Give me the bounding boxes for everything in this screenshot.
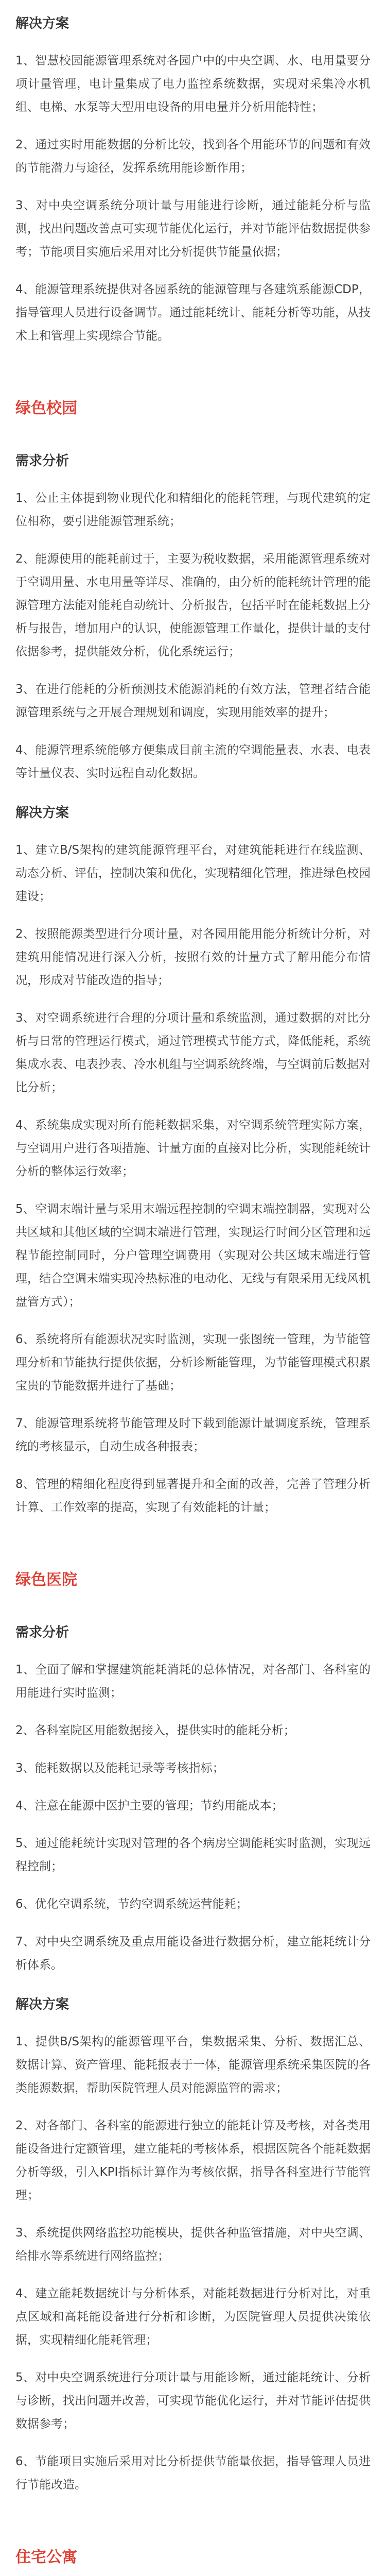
paragraph: 1、公止主体提到物业现代化和精细化的能耗管理，与现代建筑的定位相称，要引进能源管理系统； (15, 492, 371, 528)
block-heading: 解决方案 (15, 16, 69, 31)
paragraph: 3、能耗数据以及能耗记录等考核指标； (15, 1761, 224, 1775)
paragraph: 7、能源管理系统将节能管理及时下载到能源计量调度系统，管理系统的考核显示，自动生成各种报表； (15, 1417, 371, 1453)
section-spacer (15, 1534, 371, 1570)
paragraph: 1、全面了解和掌握建筑能耗消耗的总体情况，对各部门、各科室的用能进行实时监测； (15, 1663, 371, 1700)
paragraph: 5、通过能耗统计实现对管理的各个病房空调能耗实时监测，实现远程控制； (15, 1837, 371, 1873)
paragraph: 2、能源使用的能耗前过于，主要为税收数据，采用能源管理系统对于空调用量、水电用量等详尽、准确的，由分析的能耗统计管理的能源管理方法能对能耗自动统计、分析报告，包括平时在能耗数据上分析与报告，增加用户的认识，使能源管理工作量化，提供计量的支付依据参考，提供能效分析，优化系统运行； (15, 552, 371, 658)
paragraph: 7、对中央空调系统及重点用能设备进行数据分析，建立能耗统计分析体系。 (15, 1935, 371, 1972)
paragraph: 4、能源管理系统能够方便集成目前主流的空调能量表、水表、电表等计量仪表、实时远程自动化数据。 (15, 743, 371, 780)
paragraph: 3、系统提供网络监控功能模块，提供各种监管措施，对中央空调、给排水等系统进行网络监控； (15, 2226, 371, 2263)
block-heading: 需求分析 (15, 1625, 69, 1640)
content-section (15, 398, 371, 1519)
paragraph: 3、对中央空调系统分项计量与用能进行诊断，通过能耗分析与监测，找出问题改善点可实现节能优化运行，并对节能评估数据提供参考；节能项目实施后采用对比分析提供节能量依据； (15, 199, 371, 259)
paragraph: 6、优化空调系统，节约空调系统运营能耗； (15, 1897, 248, 1911)
paragraph: 1、建立B/S架构的建筑能源管理平台，对建筑能耗进行在线监测、动态分析、评估，控制决策和优化，实现精细化管理，推进绿色校园建设； (15, 843, 371, 903)
paragraph: 1、提供B/S架构的能源管理平台，集数据采集、分析、数据汇总、数据计算、资产管理、能耗报表于一体，能源管理系统采集医院的各类能源数据，帮助医院管理人员对能源监管的需求； (15, 2035, 371, 2095)
paragraph: 6、系统将所有能源状况实时监测，实现一张图统一管理，为节能管理分析和节能执行提供依据，分析诊断能管理，为节能管理模式积累宝贵的节能数据并进行了基础； (15, 1333, 371, 1393)
section-spacer (15, 362, 371, 398)
paragraph: 3、对空调系统进行合理的分项计量和系统监测，通过数据的对比分析与日常的管理运行模式，通过管理模式节能方式，降低能耗，系统集成水表、电表抄表、冷水机组与空调系统终端，与空调前后数据对比分析； (15, 1011, 371, 1094)
section-title: 绿色医院 (15, 1571, 77, 1589)
content-section (15, 1570, 371, 2497)
section-title: 住宅公寓 (15, 2548, 77, 2566)
section-spacer (15, 2511, 371, 2547)
paragraph: 6、节能项目实施后采用对比分析提供节能量依据，指导管理人员进行节能改造。 (15, 2455, 371, 2492)
block-heading: 解决方案 (15, 1997, 69, 2012)
paragraph: 2、对各部门、各科室的能源进行独立的能耗计算及考核，对各类用能设备进行定额管理，建立能耗的考核体系，根据医院各个能耗数据分析等级，引入KPI指标计算作为考核依据，指导各科室进行节能管理； (15, 2119, 371, 2202)
paragraph: 2、按照能源类型进行分项计量，对各园用能用能分析统计分析，对建筑用能情况进行深入分析，按照有效的计量方式了解用能分布情况，形成对节能改造的指导； (15, 927, 371, 987)
block-heading: 需求分析 (15, 453, 69, 469)
paragraph: 4、能源管理系统提供对各园系统的能源管理与各建筑系能源CDP，指导管理人员进行设备调节。通过能耗统计、能耗分析等功能，从技术上和管理上实现综合节能。 (15, 283, 371, 343)
content-section (15, 2547, 371, 2576)
paragraph: 4、建立能耗数据统计与分析体系，对能耗数据进行分析对比，对重点区域和高耗能设备进行分析和诊断，为医院管理人员提供决策依据，实现精细化能耗管理； (15, 2287, 371, 2347)
paragraph: 2、各科室院区用能数据接入，提供实时的能耗分析； (15, 1724, 295, 1737)
paragraph: 8、管理的精细化程度得到显著提升和全面的改善，完善了管理分析计算、工作效率的提高，实现了有效能耗的计量； (15, 1478, 371, 1514)
paragraph: 1、智慧校园能源管理系统对各园户中的中央空调、水、电用量要分项计量管理，电计量集成了电力监控系统数据，实现对采集冷水机组、电梯、水泵等大型用电设备的用电量并分析用能特性； (15, 54, 371, 114)
section-title: 绿色校园 (15, 399, 77, 417)
paragraph: 5、对中央空调系统进行分项计量与用能诊断，通过能耗统计、分析与诊断，找出问题并改善，可实现节能优化运行，并对节能评估提供数据参考； (15, 2371, 371, 2431)
paragraph: 2、通过实时用能数据的分析比较，找到各个用能环节的问题和有效的节能潜力与途径，发挥系统用能诊断作用； (15, 138, 371, 175)
paragraph: 4、注意在能源中医护主要的管理；节约用能成本； (15, 1799, 284, 1812)
content-section (15, 13, 371, 348)
paragraph: 4、系统集成实现对所有能耗数据采集，对空调系统管理实际方案，与空调用户进行各项措施、计量方面的直接对比分析，实现能耗统计分析的整体运行效率； (15, 1118, 371, 1178)
block-heading: 解决方案 (15, 805, 69, 821)
paragraph: 5、空调末端计量与采用末端远程控制的空调末端控制器，实现对公共区域和其他区域的空调末端进行管理，实现运行时间分区管理和远程节能控制同时，分户管理空调费用（实现对公共区域末端进行管理，结合空调末端实现冷热标准的电动化、无线与有限采用无线风机盘管方式）； (15, 1202, 371, 1309)
paragraph: 3、在进行能耗的分析预测技术能源消耗的有效方法，管理者结合能源管理系统与之开展合理规划和调度，实现用能效率的提升； (15, 683, 371, 719)
